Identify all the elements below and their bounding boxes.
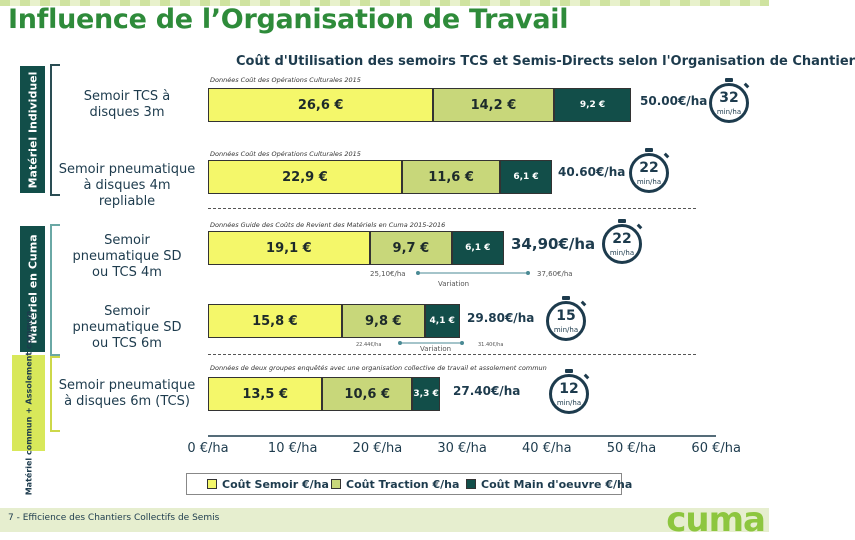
source-note-3: Données Guide des Coûts de Revient des Matériels en Cuma 2015-2016 xyxy=(210,221,446,229)
variation-min-4: 22.44€/ha xyxy=(356,342,382,348)
variation-max-3: 37,60€/ha xyxy=(537,270,573,278)
x-tick-label: 20 €/ha xyxy=(352,441,403,456)
bar-4-semoir: 15,8 € xyxy=(208,304,342,338)
bar-3-main-oeuvre: 6,1 € xyxy=(452,231,504,265)
stopwatch-icon: 22 min/ha xyxy=(602,224,642,264)
bar-3-traction: 9,7 € xyxy=(370,231,452,265)
bar-1-traction: 14,2 € xyxy=(433,88,553,122)
bar-3-semoir: 19,1 € xyxy=(208,231,370,265)
bar-5-semoir: 13,5 € xyxy=(208,377,322,411)
footer-text: 7 - Efficience des Chantiers Collectifs de Semis xyxy=(8,513,220,523)
bar-1-main-oeuvre: 9,2 € xyxy=(554,88,632,122)
total-4: 29.80€/ha xyxy=(467,311,535,325)
row-label-2: Semoir pneumatique à disques 4m repliable xyxy=(58,162,196,209)
x-tick-label: 0 €/ha xyxy=(187,441,229,456)
legend-item-main-oeuvre: Coût Main d'oeuvre €/ha xyxy=(466,478,632,491)
legend xyxy=(186,473,633,495)
group-label-cuma: Matériel en Cuma xyxy=(20,226,45,352)
total-1: 50.00€/ha xyxy=(640,94,708,108)
legend-item-semoir: Coût Semoir €/ha xyxy=(207,478,329,491)
variation-min-3: 25,10€/ha xyxy=(370,270,406,278)
bar-5-traction: 10,6 € xyxy=(322,377,412,411)
x-tick-label: 30 €/ha xyxy=(437,441,487,456)
variation-label-3: Variation xyxy=(438,280,470,288)
stopwatch-icon: 22 min/ha xyxy=(629,153,669,193)
x-tick-label: 40 €/ha xyxy=(522,441,572,456)
page-title: Influence de l’Organisation de Travail xyxy=(8,4,569,35)
row-label-1: Semoir TCS à disques 3m xyxy=(83,89,171,120)
bar-2-main-oeuvre: 6,1 € xyxy=(500,160,552,194)
bar-2-semoir: 22,9 € xyxy=(208,160,402,194)
bar-4-main-oeuvre: 4,1 € xyxy=(425,304,460,338)
chart-title: Coût d'Utilisation des semoirs TCS et Semis-Directs selon l'Organisation de Chantier xyxy=(236,54,855,69)
group-label-commun: Matériel commun + Assolement commun xyxy=(12,355,45,451)
variation-max-4: 31.40€/ha xyxy=(478,342,504,348)
bar-2-traction: 11,6 € xyxy=(402,160,500,194)
stopwatch-icon: 15 min/ha xyxy=(546,301,586,341)
brand-logo: cuma xyxy=(666,500,765,540)
source-note-2: Données Coût des Opérations Culturales 2015 xyxy=(210,150,361,158)
stopwatch-icon: 12 min/ha xyxy=(549,374,589,414)
source-note-1: Données Coût des Opérations Culturales 2015 xyxy=(210,76,361,84)
row-label-3: Semoir pneumatique SD ou TCS 4m xyxy=(72,233,182,280)
total-3: 34,90€/ha xyxy=(511,235,596,253)
stopwatch-icon: 32 min/ha xyxy=(709,83,749,123)
source-note-5: Données de deux groupes enquêtés avec une organisation collective de travail et assolement commun xyxy=(210,364,547,372)
bar-4-traction: 9,8 € xyxy=(342,304,425,338)
group-label-individuel: Matériel Individuel xyxy=(20,66,45,193)
variation-label-4: Variation xyxy=(420,345,452,353)
total-5: 27.40€/ha xyxy=(453,384,521,398)
total-2: 40.60€/ha xyxy=(558,165,626,179)
row-label-4: Semoir pneumatique SD ou TCS 6m xyxy=(72,304,182,351)
x-tick-label: 60 €/ha xyxy=(691,441,741,456)
x-tick-label: 50 €/ha xyxy=(606,441,657,456)
bar-1-semoir: 26,6 € xyxy=(208,88,433,122)
bar-5-main-oeuvre: 3,3 € xyxy=(412,377,440,411)
x-tick-label: 10 €/ha xyxy=(267,441,318,456)
footer xyxy=(0,500,769,540)
legend-item-traction: Coût Traction €/ha xyxy=(331,478,459,491)
row-label-5: Semoir pneumatique à disques 6m (TCS) xyxy=(58,378,196,409)
